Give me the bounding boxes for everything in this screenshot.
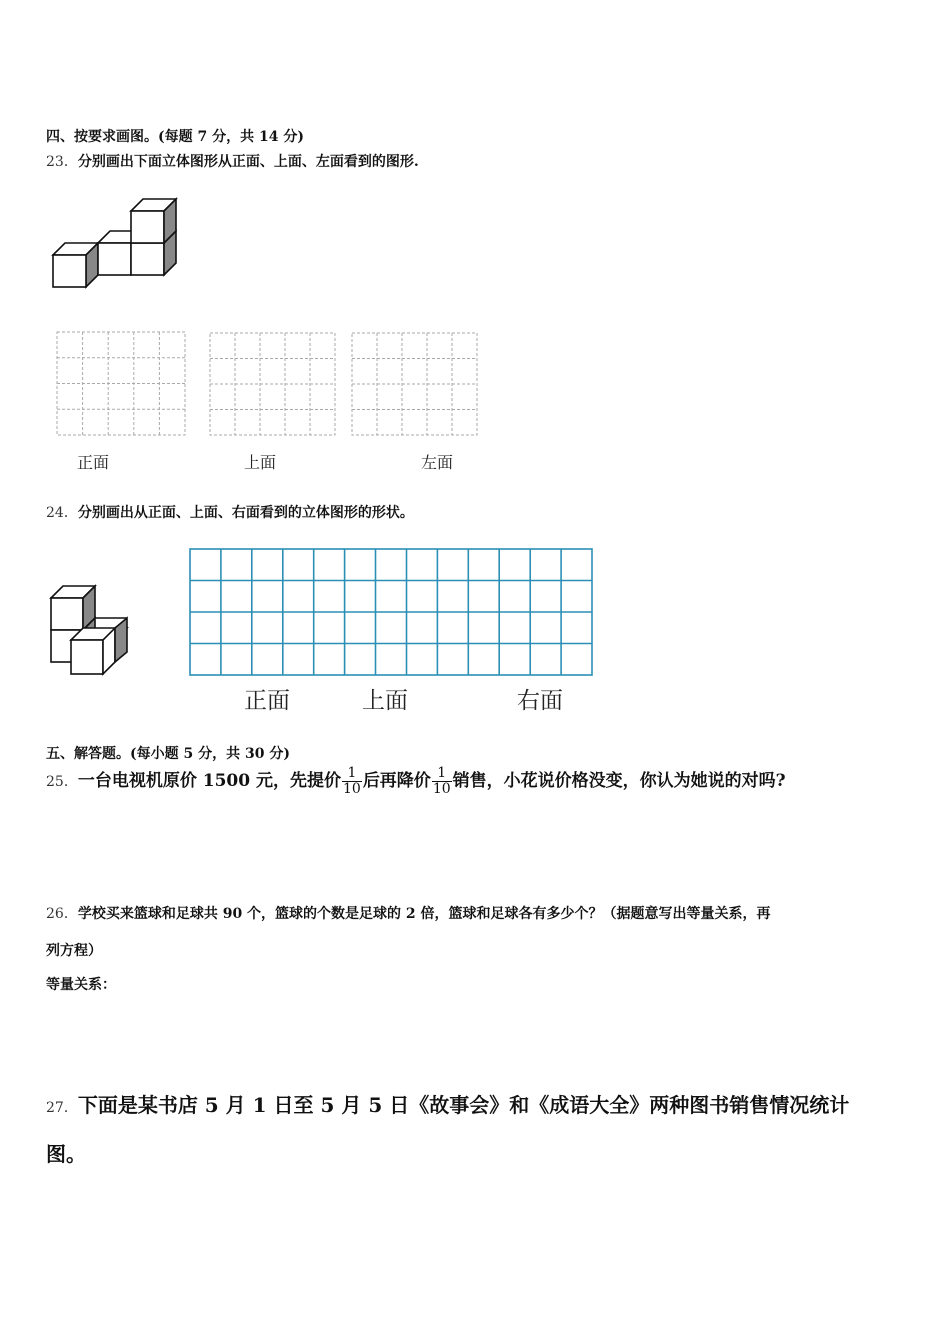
section-5-heading: 五、解答题。(每小题 5 分，共 30 分): [46, 746, 290, 762]
question-26-line-2: 列方程）: [46, 943, 102, 959]
q23-dashed-grids: [55, 330, 480, 438]
question-25-text-a: 一台电视机原价 1500 元，先提价: [77, 771, 341, 791]
q24-label-top: 上面: [362, 688, 408, 714]
question-27-text: 下面是某书店 5 月 1 日至 5 月 5 日《故事会》和《成语大全》两种图书销售情况统计: [77, 1093, 850, 1117]
q23-cube-figure: [50, 195, 180, 290]
fraction-1: [342, 766, 362, 797]
question-25-number: 25．: [46, 774, 78, 790]
section-4-heading: 四、按要求画图。(每题 7 分，共 14 分): [46, 129, 304, 145]
fraction-1-denominator: 10: [342, 781, 361, 797]
question-27-number: 27．: [46, 1100, 78, 1116]
q24-label-right: 右面: [517, 688, 563, 714]
q23-label-top: 上面: [244, 453, 277, 472]
question-26-line-3: 等量关系：: [46, 977, 116, 993]
fraction-2-numerator: 1: [437, 765, 447, 781]
q24-cube-figure: [46, 582, 136, 680]
q24-label-front: 正面: [244, 688, 290, 714]
fraction-1-numerator: 1: [347, 765, 357, 781]
cube-front-face: [53, 255, 86, 287]
question-24-number: 24．: [46, 505, 78, 521]
question-26-line-1: [46, 905, 771, 923]
question-25-text-c: 销售，小花说价格没变，你认为她说的对吗?: [452, 771, 786, 791]
q23-grid-front: [57, 332, 185, 435]
question-24-text: 分别画出从正面、上面、右面看到的立体图形的形状。: [77, 505, 414, 521]
question-23: [46, 153, 419, 171]
question-27-line-2: 图。: [46, 1142, 86, 1166]
question-23-text: 分别画出下面立体图形从正面、上面、左面看到的图形.: [77, 154, 419, 170]
question-24: [46, 504, 414, 522]
fraction-2: [432, 766, 452, 797]
q23-label-left: 左面: [421, 453, 454, 472]
question-23-number: 23．: [46, 154, 78, 170]
q24-blue-grid: [188, 547, 594, 678]
question-26-text: 学校买来篮球和足球共 90 个，篮球的个数是足球的 2 倍，篮球和足球各有多少个？（据题意写出等量关系，再: [77, 906, 771, 922]
question-27-line-1: [46, 1092, 849, 1121]
q23-grid-top: [210, 333, 335, 435]
question-26-number: 26．: [46, 906, 78, 922]
question-25-text-b: 后再降价: [362, 771, 431, 791]
q23-grid-left: [352, 333, 477, 435]
question-25: [46, 766, 786, 797]
fraction-2-denominator: 10: [432, 781, 451, 797]
q23-label-front: 正面: [77, 453, 110, 472]
